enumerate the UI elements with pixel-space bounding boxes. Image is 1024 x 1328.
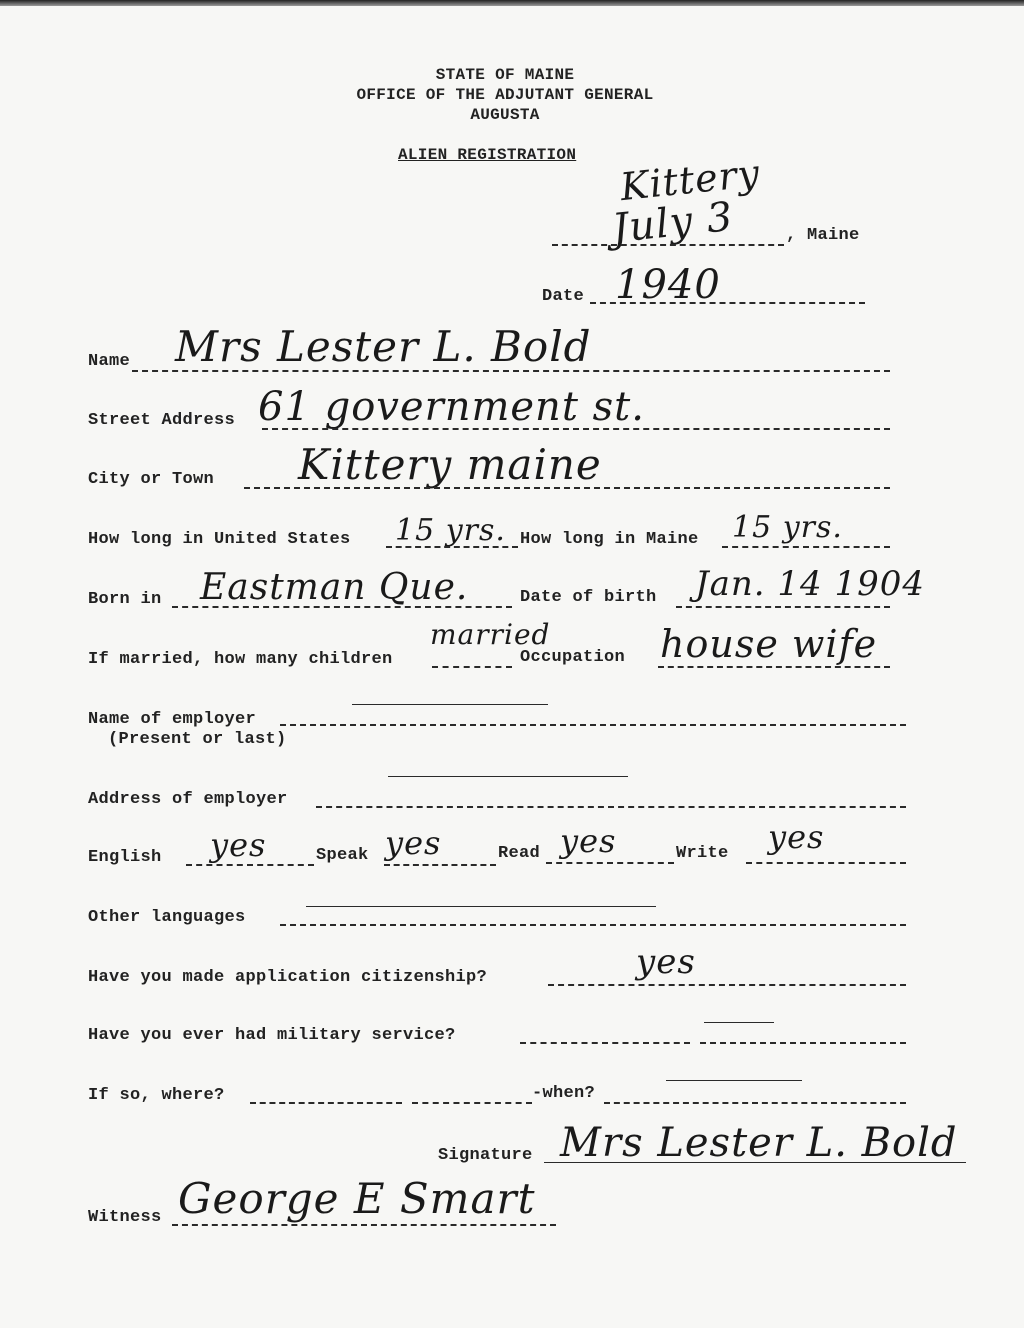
read-value: yes [560,822,617,860]
employer-dash-mark [352,704,548,705]
city-line [244,487,890,489]
employer-name-line [280,724,906,726]
english-line [186,864,314,866]
where-label: If so, where? [88,1086,225,1105]
city-value: Kittery maine [298,440,602,489]
signature-line [544,1162,966,1163]
married-children-label: If married, how many children [88,650,393,669]
dob-value: Jan. 14 1904 [695,564,926,604]
born-in-line [172,606,512,608]
header-city: AUGUSTA [470,106,540,124]
date-label: Date [542,287,585,306]
street-label: Street Address [88,411,236,430]
town-line [552,244,784,246]
date-year-value: 1940 [615,262,721,308]
english-label: English [88,848,162,867]
witness-line [172,1224,556,1226]
header-office: OFFICE OF THE ADJUTANT GENERAL [356,86,654,104]
maine-duration-line [722,546,890,548]
us-duration-value: 15 yrs. [395,513,506,548]
name-label: Name [88,352,131,371]
citizenship-line [548,984,906,986]
citizenship-label: Have you made application citizenship? [88,968,488,987]
employer-note: (Present or last) [108,730,287,749]
where-line-a [250,1102,402,1104]
where-line-b [412,1102,532,1104]
occupation-label: Occupation [520,648,626,667]
date-line [590,302,865,304]
employer-address-line [316,806,906,808]
street-value: 61 government st. [258,384,645,430]
scan-top-edge [0,0,1024,6]
born-in-label: Born in [88,590,162,609]
when-label: -when? [532,1084,596,1103]
street-line [262,428,890,430]
write-value: yes [768,818,825,856]
military-label: Have you ever had military service? [88,1026,456,1045]
employer-name-label: Name of employer [88,710,257,729]
write-label: Write [676,844,729,863]
write-line [746,862,906,864]
english-value: yes [210,826,267,864]
when-dash-mark [666,1080,802,1081]
header-state: STATE OF MAINE [435,66,575,84]
dob-line [676,606,890,608]
us-duration-line [386,546,518,548]
month-day-value: July 3 [609,193,736,253]
employer-address-label: Address of employer [88,790,288,809]
other-languages-label: Other languages [88,908,246,927]
signature-label: Signature [438,1146,533,1165]
speak-label: Speak [316,846,369,865]
town-value: Kittery [618,150,763,210]
read-label: Read [498,844,541,863]
when-line [604,1102,906,1104]
maine-label: , Maine [786,226,860,245]
married-children-line [432,666,512,668]
witness-label: Witness [88,1208,162,1227]
name-line [132,370,890,372]
born-in-value: Eastman Que. [200,567,469,608]
occupation-line [658,666,890,668]
maine-duration-value: 15 yrs. [732,510,843,545]
married-children-value: married [430,618,551,651]
city-label: City or Town [88,470,215,489]
us-duration-label: How long in United States [88,530,351,549]
military-dash-mark [704,1022,774,1023]
speak-line [384,864,496,866]
speak-value: yes [385,824,442,862]
read-line [546,862,674,864]
form-title: ALIEN REGISTRATION [398,146,577,164]
occupation-value: house wife [660,622,878,666]
name-value: Mrs Lester L. Bold [175,322,592,371]
military-line-a [520,1042,690,1044]
citizenship-value: yes [636,942,696,982]
other-languages-dash-mark [306,906,656,907]
dob-label: Date of birth [520,588,657,607]
signature-value: Mrs Lester L. Bold [560,1120,958,1166]
military-line-b [700,1042,906,1044]
employer-address-dash-mark [388,776,628,777]
witness-value: George E Smart [178,1174,536,1223]
other-languages-line [280,924,906,926]
maine-duration-label: How long in Maine [520,530,699,549]
